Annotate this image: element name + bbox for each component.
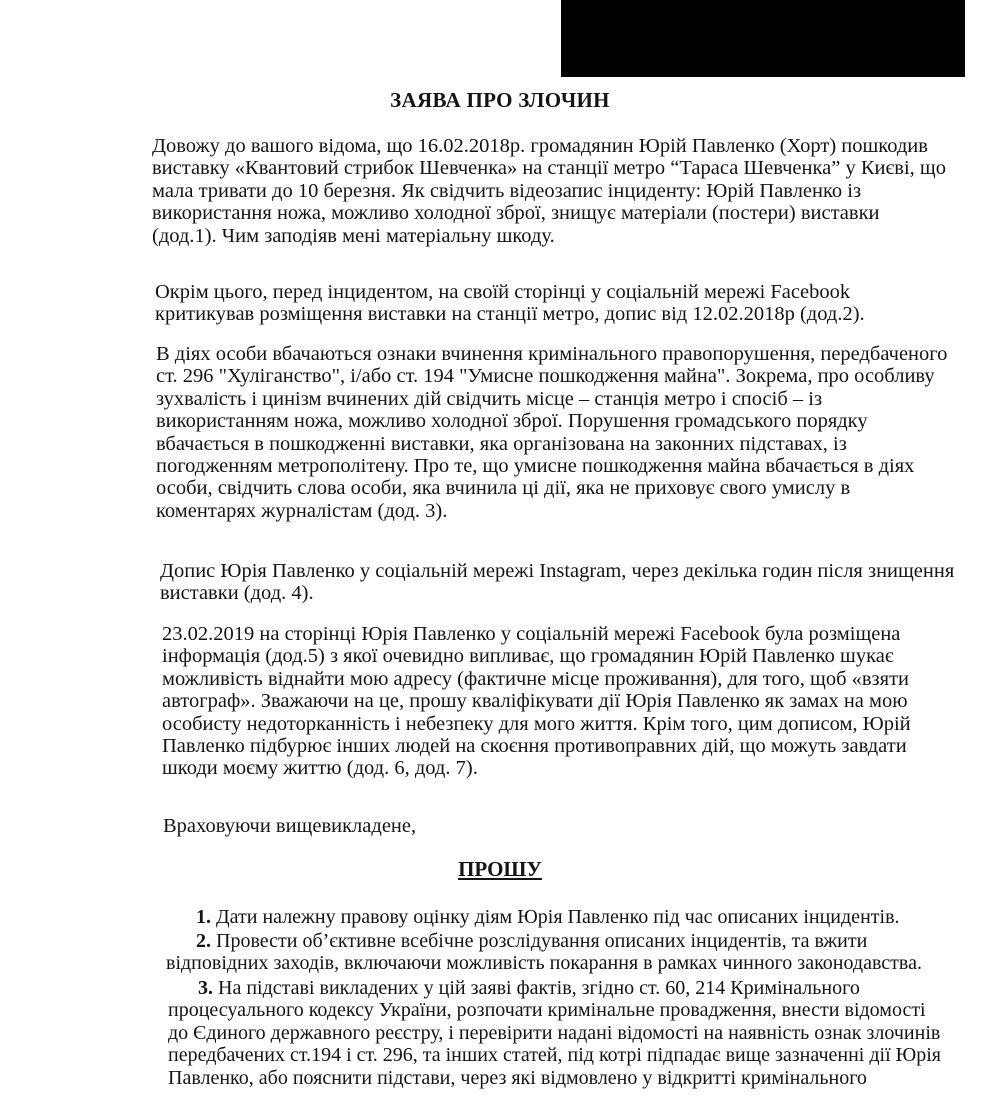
text-line: вбачається в пошкодженні виставки, яка організована на законних підставах, із <box>156 432 847 455</box>
text-line: Павленко підбурює інших людей на скоєння противоправних дій, що можуть завдати <box>162 735 907 758</box>
text-line <box>168 977 941 999</box>
request-item-1 <box>196 906 900 928</box>
text-line: використанням ножа, можливо холодної зброї. Порушення громадського порядку <box>156 410 868 433</box>
text-line: особисту недоторканність і небезпеку для мого життя. Крім того, цим дописом, Юрій <box>162 712 911 735</box>
text-line: виставки (дод. 4). <box>160 582 314 605</box>
text-line: передбачених ст.194 і ст. 296, та інших статей, під котрі підпадає вище зазначенні дії Юрія <box>168 1044 941 1067</box>
text-line: Павленко, або пояснити підстави, через які відмовлено у відкритті кримінального <box>168 1066 867 1089</box>
text-line: критикував розміщення виставки на станції метро, допис від 12.02.2018р (дод.2). <box>155 303 865 326</box>
request-item-3 <box>168 977 941 1089</box>
text-line: коментарях журналістам (дод. 3). <box>156 499 448 522</box>
text-line: мала тривати до 10 березня. Як свідчить відеозапис інциденту: Юрій Павленко із <box>152 179 862 202</box>
text-line: Окрім цього, перед інцидентом, на своїй сторінці у соціальній мережі Facebook <box>155 281 851 303</box>
text-line: Допис Юрія Павленко у соціальній мережі Instagram, через декілька годин після знищення <box>160 560 955 582</box>
text-line: 23.02.2019 на сторінці Юрія Павленко у соціальній мережі Facebook була розміщена <box>162 623 901 645</box>
text-line: зухвалість і цинізм вчинених дій свідчить місце – станція метро і спосіб – із <box>156 387 823 410</box>
text-line: використання ножа, можливо холодної зброї, знищує матеріали (постери) виставки <box>152 202 880 225</box>
text-line: В діях особи вбачаються ознаки вчинення кримінального правопорушення, передбаченого <box>156 343 948 365</box>
text-line: до Єдиного державного реєстру, і перевірити надані відомості на наявність ознак злочинів <box>168 1021 941 1044</box>
text-line: (дод.1). Чим заподіяв мені матеріальну шкоду. <box>152 224 555 247</box>
paragraph-instagram-post <box>160 560 954 605</box>
text-line: шкоди моєму життю (дод. 6, дод. 7). <box>162 757 478 780</box>
text-line: процесуального кодексу України, розпочати кримінальне провадження, внести відомості <box>168 999 926 1022</box>
paragraph-conclusion <box>163 815 416 837</box>
request-heading: ПРОШУ <box>458 857 542 881</box>
paragraph-legal-qualification <box>156 343 947 522</box>
text-line: ст. 296 "Хуліганство", і/або ст. 194 "Умисне пошкодження майна". Зокрема, про особливу <box>156 365 935 388</box>
text-line: особи, свідчить слова особи, яка вчинила ці дії, яка не приховує свого умислу в <box>156 477 851 500</box>
paragraph-incident <box>152 135 946 247</box>
text-line <box>166 930 922 952</box>
text-line: Довожу до вашого відома, що 16.02.2018р. громадянин Юрій Павленко (Хорт) пошкодив <box>152 135 928 157</box>
text-line: Враховуючи вищевикладене, <box>163 815 417 837</box>
item-text: На підставі викладених у цій заяві фактів, згідно ст. 60, 214 Кримінального <box>218 977 860 999</box>
item-number: 3. <box>198 977 213 999</box>
text-line: виставку «Квантовий стрибок Шевченка» на станції метро “Тараса Шевченка” у Києві, що <box>152 157 946 180</box>
item-number: 2. <box>196 930 211 952</box>
document-title: ЗАЯВА ПРО ЗЛОЧИН <box>390 88 610 112</box>
text-line: погодженням метрополітену. Про те, що умисне пошкодження майна вбачається в діях <box>156 455 915 478</box>
text-line <box>196 906 900 928</box>
paragraph-threat <box>162 623 911 780</box>
text-line: можливість віднайти мою адресу (фактичне місце проживання), для того, щоб «взяти <box>162 667 910 690</box>
text-line: автограф». Зважаючи на це, прошу кваліфікувати дії Юрія Павленко як замах на мою <box>162 690 908 713</box>
item-number: 1. <box>196 906 211 928</box>
text-line: відповідних заходів, включаючи можливість покарання в рамках чинного законодавства. <box>166 952 922 975</box>
text-line: інформація (дод.5) з якої очевидно випливає, що громадянин Юрій Павленко шукає <box>162 645 894 668</box>
redaction-block <box>561 0 965 77</box>
paragraph-facebook-post <box>155 281 865 326</box>
item-text: Дати належну правову оцінку діям Юрія Павленко під час описаних інцидентів. <box>216 906 900 928</box>
request-item-2 <box>166 930 922 975</box>
item-text: Провести об’єктивне всебічне розслідування описаних інцидентів, та вжити <box>216 930 868 952</box>
